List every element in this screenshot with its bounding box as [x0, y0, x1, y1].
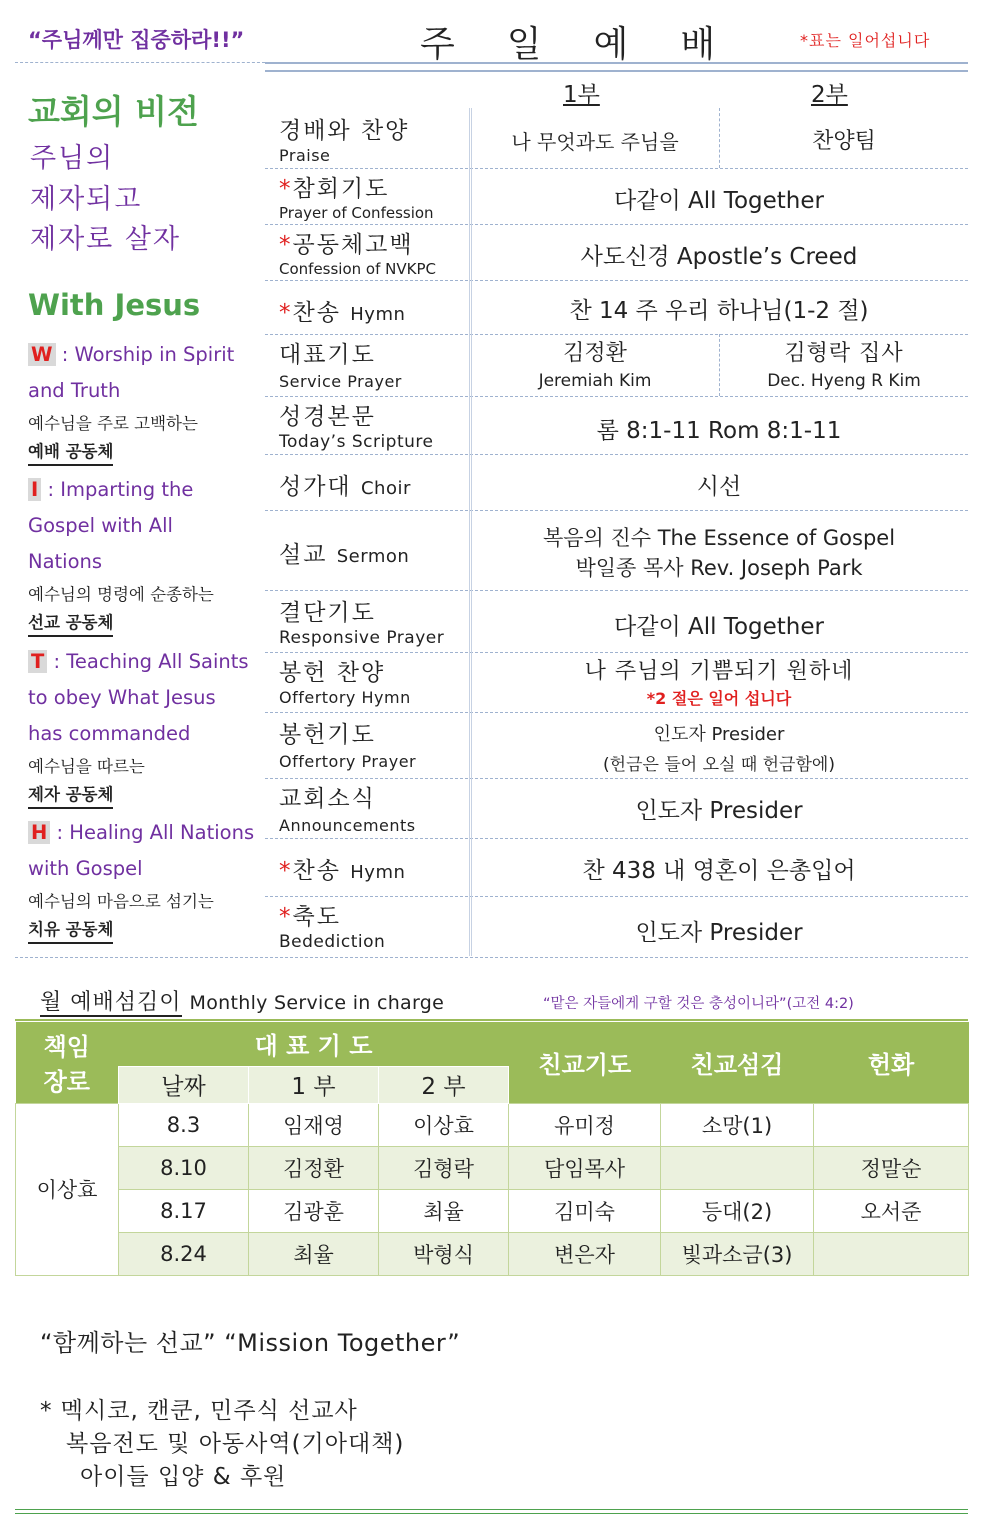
- header-second: 2 부: [379, 1066, 509, 1103]
- row-title: 교회소식: [279, 786, 376, 812]
- row-subtitle: Bedediction: [279, 932, 386, 952]
- row-subtitle: Choir: [360, 478, 411, 499]
- standing-star: *: [279, 904, 293, 930]
- table-row: [16, 1189, 969, 1232]
- monthly-title: [40, 985, 444, 1016]
- row-value: 다같이 All Together: [614, 614, 824, 640]
- row-subtitle: Prayer of Confession: [279, 204, 434, 222]
- row-value: 시선: [696, 474, 742, 500]
- service-row-responsive-prayer: [265, 590, 968, 653]
- with-jesus-title: With Jesus: [28, 288, 201, 322]
- header-divider-right: [265, 62, 968, 72]
- service-row-closing-hymn: [265, 838, 968, 897]
- row-title: 봉헌 찬양: [279, 660, 386, 686]
- row-value: 다같이 All Together: [614, 188, 824, 214]
- second-cell: 이상효: [379, 1103, 509, 1146]
- row-title: 공동체고백: [292, 232, 414, 258]
- flowers-cell: [814, 1232, 969, 1275]
- first-cell: 최율: [249, 1232, 379, 1275]
- service-row-benediction: [265, 896, 968, 956]
- item-text: Gospel with All: [28, 514, 173, 537]
- row-title: 찬송: [292, 858, 341, 884]
- first-cell: 김광훈: [249, 1189, 379, 1232]
- item-community: 제자 공동체: [28, 784, 113, 809]
- item-text: to obey What Jesus: [28, 686, 216, 709]
- column-second-service: 2부: [811, 82, 848, 108]
- letter-i: I: [28, 478, 41, 501]
- service-row-sermon: [265, 510, 968, 591]
- date-cell: 8.24: [119, 1232, 249, 1275]
- header-elder-line2: 장로: [43, 1068, 90, 1097]
- item-community: 예배 공동체: [28, 441, 113, 466]
- row-subtitle: Today’s Scripture: [279, 432, 434, 452]
- row-title: 성가대: [279, 474, 352, 500]
- header-divider-left: [15, 62, 265, 63]
- row-title: 축도: [292, 904, 341, 930]
- table-row: [16, 1146, 969, 1189]
- row-subtitle: Offertory Hymn: [279, 688, 411, 707]
- letter-t: T: [28, 650, 47, 673]
- with-jesus-item-t: [28, 644, 260, 809]
- mission-title: “함께하는 선교” “Mission Together”: [40, 1329, 461, 1357]
- mission-prayer-cell: 김미숙: [509, 1189, 661, 1232]
- table-row: [16, 1232, 969, 1275]
- with-jesus-item-i: [28, 472, 260, 637]
- row-subtitle: Hymn: [350, 862, 406, 883]
- row-title: 봉헌기도: [279, 722, 376, 748]
- row-value: 찬 14 주 우리 하나님(1-2 절): [569, 298, 869, 324]
- item-text: Nations: [28, 550, 103, 573]
- item-text: : Teaching All Saints: [47, 650, 249, 673]
- service-row-announcements: [265, 778, 968, 839]
- service-row-confession: [265, 168, 968, 225]
- standing-star: *: [279, 858, 293, 884]
- table-top-rule: [15, 1019, 968, 1021]
- mission-line: 아이들 입양 & 후원: [80, 1464, 287, 1490]
- row-subtitle: Responsive Prayer: [279, 628, 445, 648]
- first-service-value: 나 무엇과도 주님을: [511, 130, 679, 154]
- first-service-value-en: Jeremiah Kim: [538, 371, 652, 391]
- fellowship-cell: 소망(1): [661, 1103, 814, 1146]
- item-community: 치유 공동체: [28, 919, 113, 944]
- mission-prayer-cell: 담임목사: [509, 1146, 661, 1189]
- row-title: 결단기도: [279, 600, 376, 626]
- first-cell: 김정환: [249, 1146, 379, 1189]
- second-cell: 최율: [379, 1189, 509, 1232]
- header-elder: [16, 1022, 119, 1103]
- first-service-value: 김정환: [563, 341, 627, 366]
- row-title: 경배와 찬양: [279, 118, 410, 144]
- row-subtitle: Offertory Prayer: [279, 752, 417, 771]
- date-cell: 8.17: [119, 1189, 249, 1232]
- mission-prayer-cell: 유미정: [509, 1103, 661, 1146]
- flowers-cell: [814, 1103, 969, 1146]
- service-row-choir: [265, 454, 968, 511]
- item-korean: 예수님을 주로 고백하는: [28, 414, 198, 433]
- service-row-creed: [265, 224, 968, 281]
- second-service-value: 김형락 집사: [784, 341, 904, 366]
- service-row-offertory-hymn: [265, 652, 968, 713]
- item-text: with Gospel: [28, 857, 143, 880]
- service-row-prayer: [265, 334, 968, 397]
- service-row-offertory-prayer: [265, 712, 968, 779]
- row-subtitle: Sermon: [336, 546, 410, 567]
- service-row-scripture: [265, 396, 968, 455]
- column-first-service: 1부: [563, 82, 600, 108]
- standing-verse-note: *2 절은 일어 섭니다: [646, 689, 792, 708]
- page-title: 주일예배: [420, 24, 768, 65]
- vision-title: 교회의 비전: [28, 92, 199, 131]
- header-flowers: 헌화: [814, 1022, 969, 1103]
- fellowship-cell: 빛과소금(3): [661, 1232, 814, 1275]
- service-row-praise: [265, 108, 968, 169]
- header-date: 날짜: [119, 1066, 249, 1103]
- item-community: 선교 공동체: [28, 612, 113, 637]
- item-text: has commanded: [28, 722, 191, 745]
- item-text: : Worship in Spirit: [55, 343, 235, 366]
- row-subtitle: Service Prayer: [279, 372, 402, 391]
- with-jesus-item-w: [28, 337, 260, 466]
- second-cell: 박형식: [379, 1232, 509, 1275]
- bottom-rule: [15, 1509, 968, 1514]
- first-cell: 임재영: [249, 1103, 379, 1146]
- flowers-cell: 정말순: [814, 1146, 969, 1189]
- row-subtitle: Praise: [279, 146, 331, 165]
- row-value: 인도자 Presider: [635, 798, 803, 824]
- item-text: and Truth: [28, 379, 121, 402]
- section-divider: [15, 957, 968, 958]
- row-value: 찬 438 내 영혼이 은총입어: [582, 858, 856, 884]
- preacher: 박일종 목사 Rev. Joseph Park: [575, 556, 863, 580]
- header-first: 1 부: [249, 1066, 379, 1103]
- monthly-title-ko: 월 예배섬김이: [40, 990, 182, 1015]
- with-jesus-item-h: [28, 815, 260, 944]
- second-service-value-en: Dec. Hyeng R Kim: [767, 371, 921, 391]
- service-row-hymn: [265, 280, 968, 335]
- row-value: 롬 8:1-11 Rom 8:1-11: [596, 418, 842, 444]
- item-korean: 예수님을 따르는: [28, 757, 145, 776]
- item-text: : Healing All Nations: [50, 821, 255, 844]
- date-cell: 8.10: [119, 1146, 249, 1189]
- row-subtitle: Hymn: [350, 304, 406, 325]
- letter-w: W: [28, 343, 56, 366]
- standing-star: *: [279, 300, 293, 326]
- header-prayer: 대 표 기 도: [119, 1022, 509, 1066]
- flowers-cell: 오서준: [814, 1189, 969, 1232]
- item-text: : Imparting the: [41, 478, 194, 501]
- row-value: 사도신경 Apostle’s Creed: [580, 244, 858, 270]
- standing-star: *: [279, 176, 293, 202]
- fellowship-cell: 등대(2): [661, 1189, 814, 1232]
- row-subtitle: Confession of NVKPC: [279, 260, 436, 278]
- row-title: 대표기도: [279, 342, 376, 368]
- row-value: 인도자 Presider: [653, 724, 785, 745]
- row-value: 나 주님의 기쁨되기 원하네: [584, 659, 854, 684]
- monthly-title-en: Monthly Service in charge: [189, 992, 445, 1014]
- item-korean: 예수님의 명령에 순종하는: [28, 585, 214, 604]
- header-elder-line1: 책임: [43, 1033, 90, 1062]
- row-subtitle: Announcements: [279, 816, 416, 835]
- sermon-title: 복음의 진수 The Essence of Gospel: [542, 526, 896, 550]
- mission-prayer-cell: 변은자: [509, 1232, 661, 1275]
- second-cell: 김형락: [379, 1146, 509, 1189]
- header-fellowship: 친교섬김: [661, 1022, 814, 1103]
- row-title: 설교: [279, 542, 328, 568]
- vision-line: 주님의: [30, 143, 115, 174]
- date-cell: 8.3: [119, 1103, 249, 1146]
- mission-line: * 멕시코, 캔쿤, 민주식 선교사: [40, 1398, 358, 1424]
- mission-line: 복음전도 및 아동사역(기아대책): [66, 1431, 405, 1457]
- vision-line: 제자로 살자: [30, 224, 181, 255]
- letter-h: H: [28, 821, 50, 844]
- standing-star: *: [279, 232, 293, 258]
- offering-note: (헌금은 들어 오실 때 헌금함에): [603, 755, 835, 775]
- elder-cell: 이상효: [16, 1103, 119, 1275]
- row-title: 찬송: [292, 300, 341, 326]
- monthly-service-table: [15, 1022, 969, 1276]
- service-column-divider: [469, 108, 472, 956]
- row-value: 인도자 Presider: [635, 920, 803, 946]
- item-korean: 예수님의 마음으로 섬기는: [28, 892, 214, 911]
- fellowship-cell: [661, 1146, 814, 1189]
- header-quote: “주님께만 집중하라!!”: [28, 28, 245, 52]
- standing-note: *표는 일어섭니다: [800, 31, 931, 50]
- row-title: 성경본문: [279, 404, 376, 430]
- row-title: 참회기도: [292, 176, 390, 202]
- monthly-verse: “맡은 자들에게 구할 것은 충성이니라”(고전 4:2): [543, 996, 854, 1012]
- header-mission-prayer: 친교기도: [509, 1022, 661, 1103]
- table-row: [16, 1103, 969, 1146]
- vision-line: 제자되고: [30, 184, 143, 215]
- second-service-value: 찬양팀: [812, 129, 876, 154]
